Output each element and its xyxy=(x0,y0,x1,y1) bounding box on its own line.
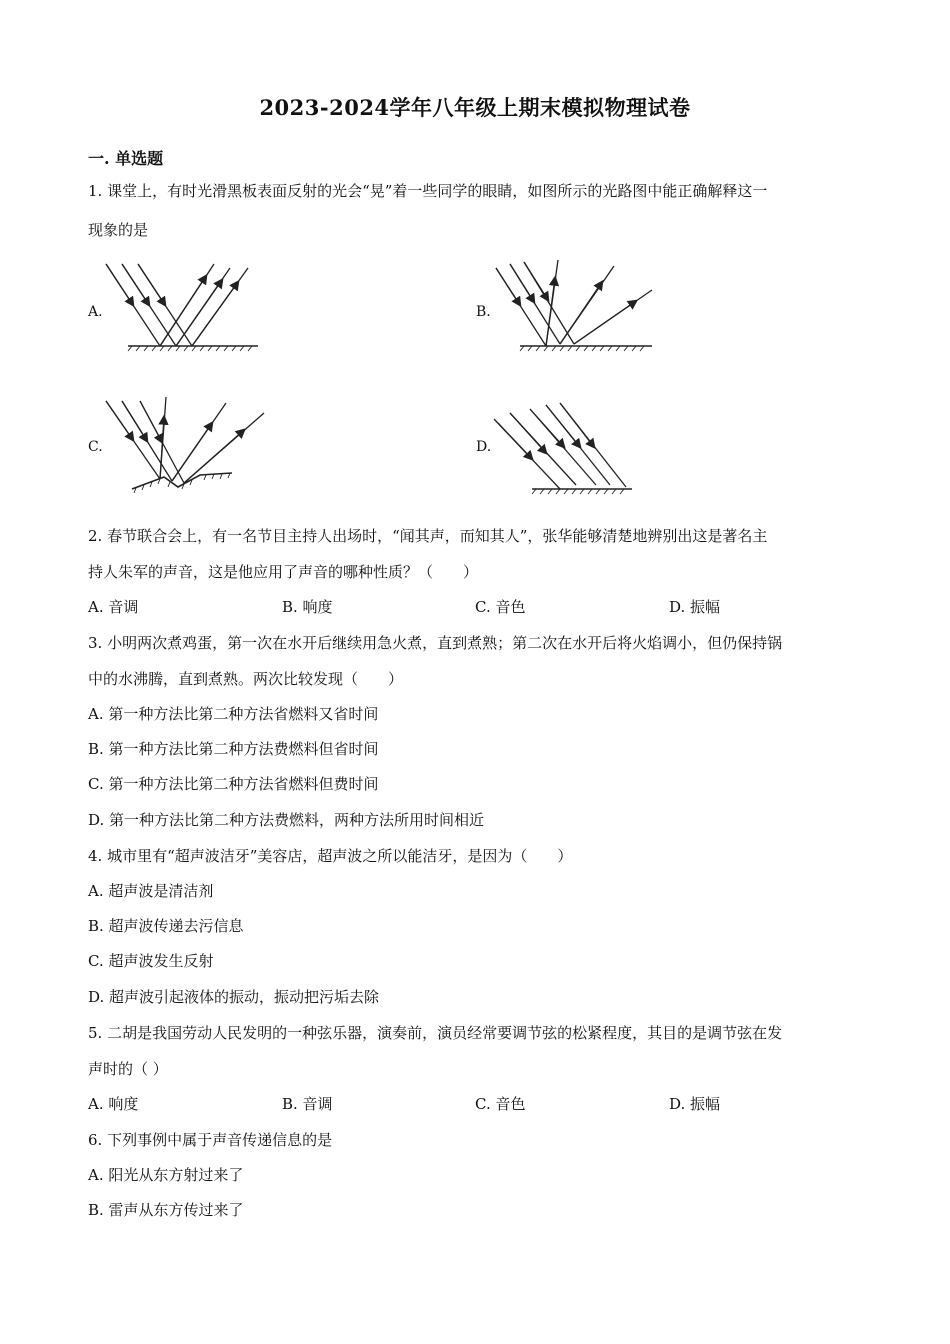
mirror-diagram-b xyxy=(476,258,676,358)
q4-option-d[interactable]: D. 超声波引起液体的振动，振动把污垢去除 xyxy=(88,988,380,1006)
q2-option-d[interactable]: D. 振幅 xyxy=(669,598,721,616)
q1-text-line2: 现象的是 xyxy=(88,221,149,239)
q1-figure-label-c: C. xyxy=(88,439,103,455)
q5-option-d[interactable]: D. 振幅 xyxy=(669,1095,721,1113)
q4-option-b[interactable]: B. 超声波传递去污信息 xyxy=(88,917,244,935)
q1-text-line1: 1. 课堂上，有时光滑黑板表面反射的光会“晃”着一些同学的眼睛，如图所示的光路图中能正确解释这一 xyxy=(88,182,768,200)
q2-option-c[interactable]: C. 音色 xyxy=(475,598,526,616)
q3-option-a[interactable]: A. 第一种方法比第二种方法省燃料又省时间 xyxy=(88,705,379,723)
q1-figure-label-d: D. xyxy=(476,439,492,455)
q1-figure-c xyxy=(88,395,288,495)
q1-figure-a xyxy=(88,258,288,358)
q3-option-b[interactable]: B. 第一种方法比第二种方法费燃料但省时间 xyxy=(88,740,379,758)
q1-figure-d xyxy=(476,395,676,495)
q3-option-d[interactable]: D. 第一种方法比第二种方法费燃料，两种方法所用时间相近 xyxy=(88,811,485,829)
mirror-diagram-a xyxy=(88,258,288,358)
q5-option-c[interactable]: C. 音色 xyxy=(475,1095,526,1113)
q1-figure-label-b: B. xyxy=(476,304,491,320)
q6-option-a[interactable]: A. 阳光从东方射过来了 xyxy=(88,1166,244,1184)
q2-text-line1: 2. 春节联合会上，有一名节目主持人出场时，“闻其声，而知其人”，张华能够清楚地辨别出这是著名主 xyxy=(88,527,768,545)
q2-option-b[interactable]: B. 响度 xyxy=(282,598,333,616)
q5-option-b[interactable]: B. 音调 xyxy=(282,1095,333,1113)
q2-text-line2: 持人朱军的声音，这是他应用了声音的哪种性质？（ ） xyxy=(88,563,479,581)
q5-text-line1: 5. 二胡是我国劳动人民发明的一种弦乐器，演奏前，演员经常要调节弦的松紧程度，其目的是调节弦在发 xyxy=(88,1024,783,1042)
mirror-diagram-d xyxy=(476,395,676,495)
q3-text-line1: 3. 小明两次煮鸡蛋，第一次在水开后继续用急火煮，直到煮熟；第二次在水开后将火焰调小，但仍保持锅 xyxy=(88,634,783,652)
q5-text-line2: 声时的（ ） xyxy=(88,1060,168,1078)
q6-text-line1: 6. 下列事例中属于声音传递信息的是 xyxy=(88,1131,333,1149)
q6-option-b[interactable]: B. 雷声从东方传过来了 xyxy=(88,1201,244,1219)
q5-option-a[interactable]: A. 响度 xyxy=(88,1095,139,1113)
q1-figure-label-a: A. xyxy=(88,304,103,320)
mirror-diagram-c xyxy=(88,395,288,495)
q3-option-c[interactable]: C. 第一种方法比第二种方法省燃料但费时间 xyxy=(88,775,379,793)
section-heading: 一. 单选题 xyxy=(88,149,164,168)
q3-text-line2: 中的水沸腾，直到煮熟。两次比较发现（ ） xyxy=(88,670,404,688)
q2-option-a[interactable]: A. 音调 xyxy=(88,598,139,616)
page-title: 2023-2024学年八年级上期末模拟物理试卷 xyxy=(259,95,691,120)
q4-option-c[interactable]: C. 超声波发生反射 xyxy=(88,952,214,970)
q4-option-a[interactable]: A. 超声波是清洁剂 xyxy=(88,882,214,900)
q4-text-line1: 4. 城市里有“超声波洁牙”美容店，超声波之所以能洁牙，是因为（ ） xyxy=(88,847,573,865)
q1-figure-b xyxy=(476,258,676,358)
